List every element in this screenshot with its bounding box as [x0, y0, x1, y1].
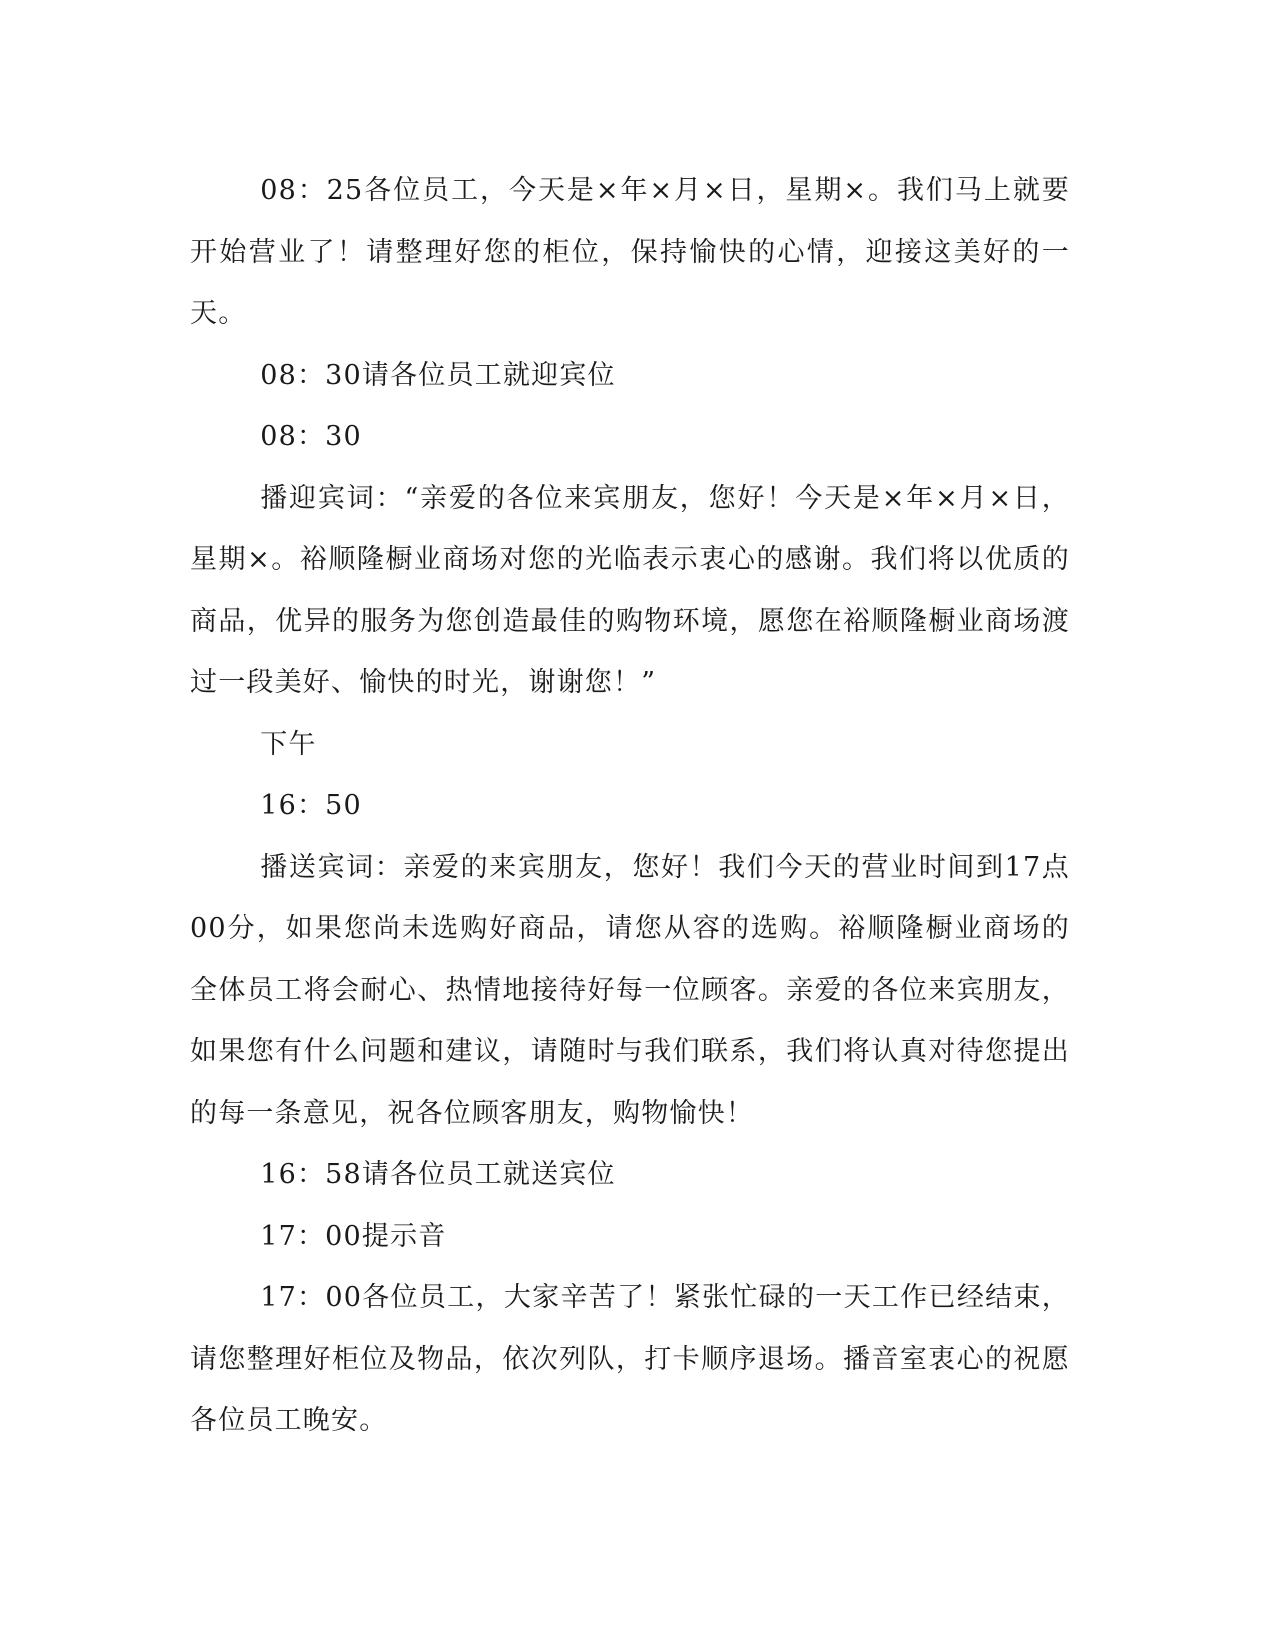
paragraph-farewell-speech: 播送宾词：亲爱的来宾朋友，您好！我们今天的营业时间到17点00分，如果您尚未选购好商品，请您从容的选购。裕顺隆橱业商场的全体员工将会耐心、热情地接待好每一位顾客。亲爱的各位来宾朋友，如果您有什么问题和建议，请随时与我们联系，我们将认真对待您提出的每一条意见，祝各位顾客朋友，购物愉快！ — [190, 851, 1070, 1129]
paragraph-closing-announcement: 17：00各位员工，大家辛苦了！紧张忙碌的一天工作已经结束，请您整理好柜位及物品，依次列队，打卡顺序退场。播音室衷心的祝愿各位员工晚安。 — [190, 1282, 1070, 1436]
paragraph-farewell-position: 16：58请各位员工就送宾位 — [260, 1159, 616, 1190]
document-body — [190, 160, 1070, 1452]
paragraph-opening-announcement: 08：25各位员工，今天是×年×月×日，星期×。我们马上就要开始营业了！请整理好您的柜位，保持愉快的心情，迎接这美好的一天。 — [190, 175, 1070, 329]
paragraph-time-1650: 16：50 — [260, 790, 362, 821]
paragraph-welcome-speech: 播迎宾词：“亲爱的各位来宾朋友，您好！今天是×年×月×日，星期×。裕顺隆橱业商场对您的光临表示衷心的感谢。我们将以优质的商品，优异的服务为您创造最佳的购物环境，愿您在裕顺隆橱业商场渡过一段美好、愉快的时光，谢谢您！” — [190, 482, 1070, 698]
paragraph-afternoon: 下午 — [260, 728, 317, 760]
paragraph-welcome-position: 08：30请各位员工就迎宾位 — [260, 359, 616, 391]
paragraph-time-0830: 08：30 — [260, 421, 362, 452]
paragraph-chime: 17：00提示音 — [260, 1220, 447, 1252]
